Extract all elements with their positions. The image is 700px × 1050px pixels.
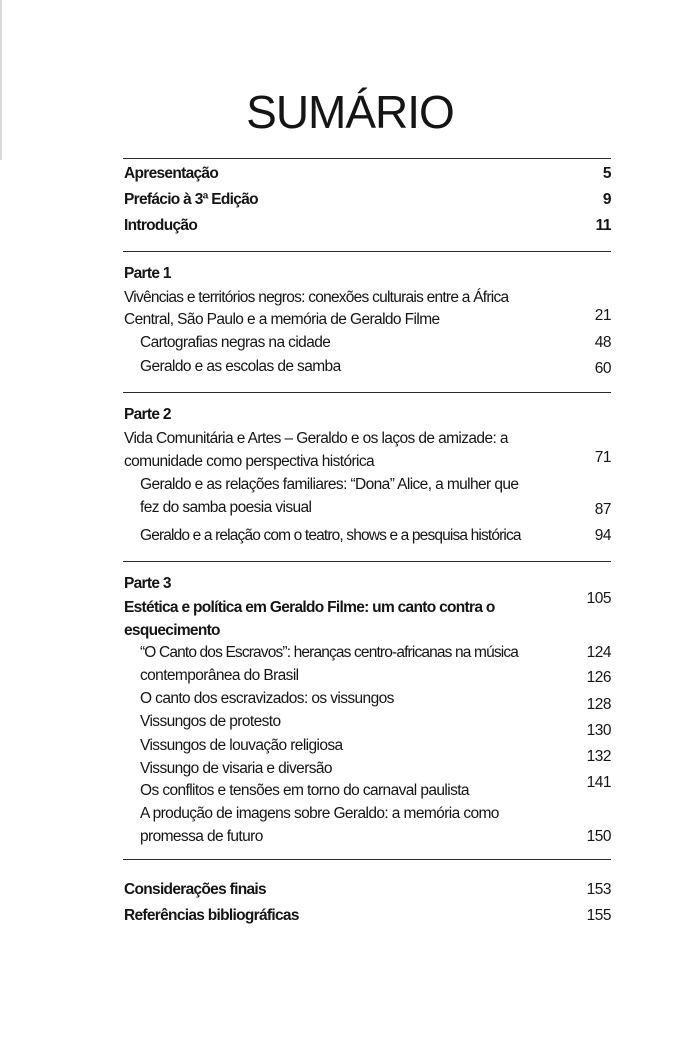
part-2-section-familia-page: 87: [594, 501, 611, 518]
part-3-section-visaria[interactable]: Vissungo de visaria e diversão: [140, 760, 332, 777]
part-3-heading: Parte 3: [124, 575, 171, 592]
part-2-heading: Parte 2: [124, 406, 171, 423]
divider-part-2: [123, 392, 611, 393]
part-2-section-familia-line-2[interactable]: fez do samba poesia visual: [140, 499, 312, 516]
part-3-section-conflitos[interactable]: Os conflitos e tensões em torno do carnaval paulista: [140, 782, 469, 799]
toc-entry-apresentacao[interactable]: Apresentação: [124, 165, 219, 182]
toc-page-consideracoes: 153: [586, 881, 611, 898]
toc-page-prefacio: 9: [602, 191, 611, 208]
part-2-section-teatro[interactable]: Geraldo e a relação com o teatro, shows e a pesquisa histórica: [140, 527, 521, 544]
toc-entry-prefacio[interactable]: Prefácio à 3ª Edição: [124, 191, 258, 208]
toc-entry-introducao[interactable]: Introdução: [124, 217, 198, 234]
part-3-section-imagens-line-2[interactable]: promessa de futuro: [140, 828, 263, 845]
toc-page-apresentacao: 5: [602, 165, 611, 182]
part-3-section-imagens-page: 150: [586, 828, 611, 845]
part-3-section-louvacao[interactable]: Vissungos de louvação religiosa: [140, 737, 343, 754]
part-3-section-escravizados[interactable]: O canto dos escravizados: os vissungos: [140, 690, 394, 707]
part-3-section-canto-escravos[interactable]: “O Canto dos Escravos”: heranças centro-africanas na música: [140, 644, 519, 661]
toc-entry-consideracoes[interactable]: Considerações finais: [124, 881, 266, 898]
part-1-section-cartografias[interactable]: Cartografias negras na cidade: [140, 334, 331, 351]
part-1-chapter-line-2[interactable]: Central, São Paulo e a memória de Geraldo Filme: [124, 311, 440, 328]
part-1-chapter-line-1[interactable]: Vivências e territórios negros: conexões culturais entre a África: [124, 289, 509, 306]
part-3-section-escravizados-page: 128: [586, 696, 611, 713]
divider-back-matter: [123, 859, 611, 860]
part-1-section-escolas[interactable]: Geraldo e as escolas de samba: [140, 358, 341, 375]
part-2-section-familia-line-1[interactable]: Geraldo e as relações familiares: “Dona” Alice, a mulher que: [140, 476, 519, 493]
part-3-section-contemporanea[interactable]: contemporânea do Brasil: [140, 667, 299, 684]
part-1-section-escolas-page: 60: [594, 360, 611, 377]
part-3-chapter-page: 105: [586, 590, 611, 607]
part-2-chapter-line-1[interactable]: Vida Comunitária e Artes – Geraldo e os laços de amizade: a: [124, 430, 508, 447]
part-3-section-visaria-page: 141: [586, 774, 611, 791]
part-2-section-teatro-page: 94: [594, 527, 611, 544]
part-3-section-canto-escravos-page: 124: [586, 644, 611, 661]
toc-entry-referencias[interactable]: Referências bibliográficas: [124, 907, 299, 924]
part-3-section-louvacao-page: 132: [586, 748, 611, 765]
divider-top: [123, 158, 611, 159]
divider-part-3: [123, 561, 611, 562]
part-3-chapter-line-1[interactable]: Estética e política em Geraldo Filme: um canto contra o: [124, 599, 495, 616]
toc-page-referencias: 155: [586, 907, 611, 924]
part-3-section-protesto[interactable]: Vissungos de protesto: [140, 713, 281, 730]
part-2-chapter-line-2[interactable]: comunidade como perspectiva histórica: [124, 453, 375, 470]
part-3-chapter-line-2[interactable]: esquecimento: [124, 622, 220, 639]
part-3-section-protesto-page: 130: [586, 722, 611, 739]
toc-page-introducao: 11: [595, 217, 611, 234]
part-3-section-imagens-line-1[interactable]: A produção de imagens sobre Geraldo: a memória como: [140, 805, 499, 822]
part-3-section-contemporanea-page: 126: [586, 669, 611, 686]
part-1-chapter-page: 21: [594, 307, 611, 324]
part-1-section-cartografias-page: 48: [594, 334, 611, 351]
page-title: SUMÁRIO: [246, 86, 454, 138]
divider-part-1: [123, 251, 611, 252]
part-1-heading: Parte 1: [124, 265, 171, 282]
part-2-chapter-page: 71: [594, 449, 611, 466]
